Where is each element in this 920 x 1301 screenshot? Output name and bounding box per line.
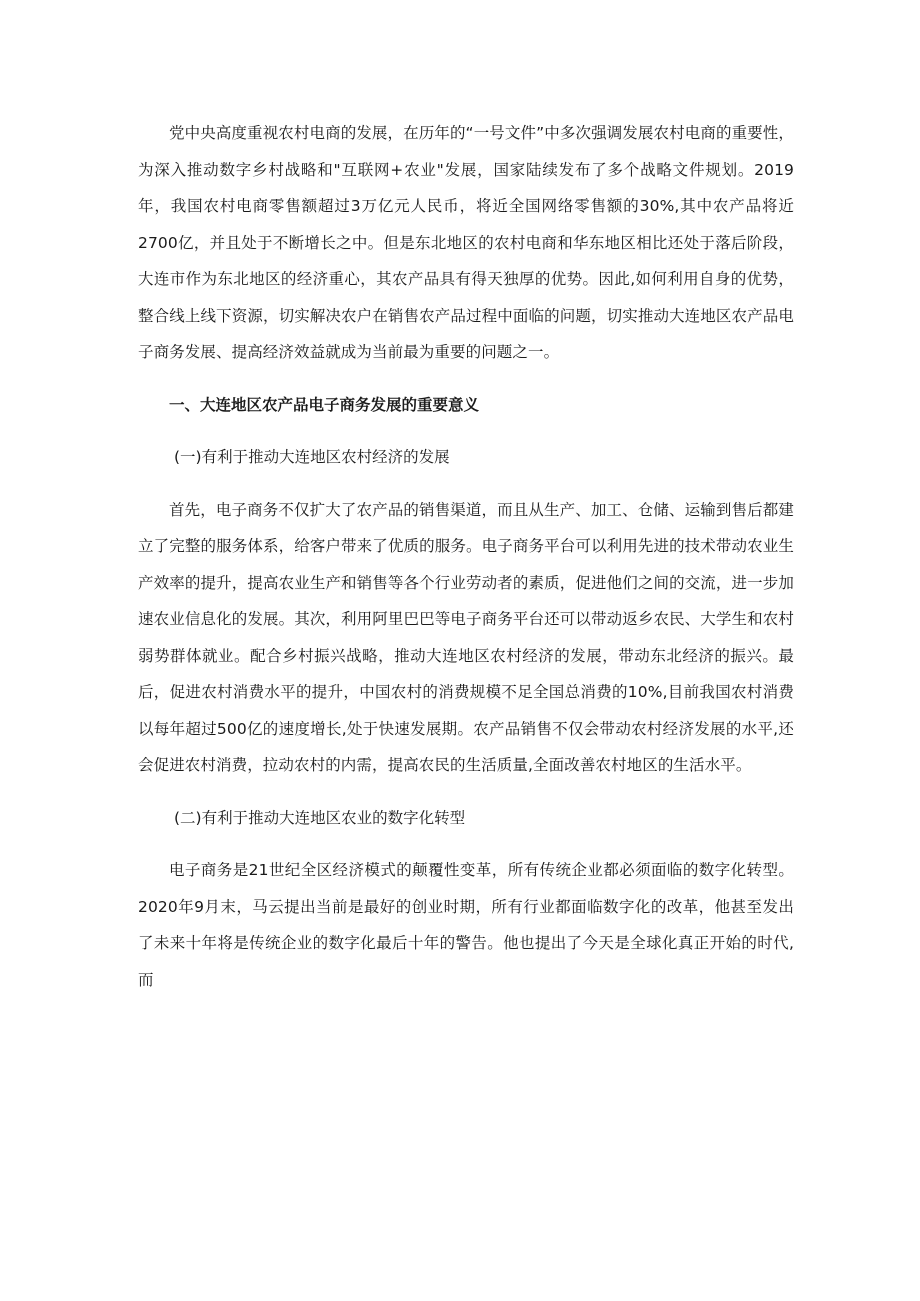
- subsection-heading-1: (一)有利于推动大连地区农村经济的发展: [174, 448, 450, 466]
- subsection-2-paragraph: 电子商务是21世纪全区经济模式的颠覆性变革，所有传统企业都必须面临的数字化转型。2020年9月末，马云提出当前是最好的创业时期，所有行业都面临数字化的改革，他甚至发出了未来十年将是传统企业的数字化最后十年的警告。他也提出了今天是全球化真正开始的时代,而: [138, 861, 794, 989]
- document-body: [138, 115, 794, 998]
- subsection-1-paragraph: 首先，电子商务不仅扩大了农产品的销售渠道，而且从生产、加工、仓储、运输到售后都建立了完整的服务体系，给客户带来了优质的服务。电子商务平台可以利用先进的技术带动农业生产效率的提升，提高农业生产和销售等各个行业劳动者的素质，促进他们之间的交流，进一步加速农业信息化的发展。其次，利用阿里巴巴等电子商务平台还可以带动返乡农民、大学生和农村弱势群体就业。配合乡村振兴战略，推动大连地区农村经济的发展，带动东北经济的振兴。最后，促进农村消费水平的提升，中国农村的消费规模不足全国总消费的10%,目前我国农村消费以每年超过500亿的速度增长,处于快速发展期。农产品销售不仅会带动农村经济发展的水平,还会促进农村消费，拉动农村的内需，提高农民的生活质量,全面改善农村地区的生活水平。: [138, 500, 794, 774]
- subsection-heading-2: (二)有利于推动大连地区农业的数字化转型: [174, 808, 466, 827]
- section-heading-1: 一、大连地区农产品电子商务发展的重要意义: [169, 395, 480, 414]
- intro-paragraph: 党中央高度重视农村电商的发展，在历年的“一号文件”中多次强调发展农村电商的重要性，为深入推动数字乡村战略和"互联网+农业"发展，国家陆续发布了多个战略文件规划。2019年，我国农村电商零售额超过3万亿元人民币，将近全国网络零售额的30%,其中农产品将近2700亿，并且处于不断增长之中。但是东北地区的农村电商和华东地区相比还处于落后阶段，大连市作为东北地区的经济重心，其农产品具有得天独厚的优势。因此,如何利用自身的优势，整合线上线下资源，切实解决农户在销售农产品过程中面临的问题，切实推动大连地区农产品电子商务发展、提高经济效益就成为当前最为重要的问题之一。: [138, 124, 794, 361]
